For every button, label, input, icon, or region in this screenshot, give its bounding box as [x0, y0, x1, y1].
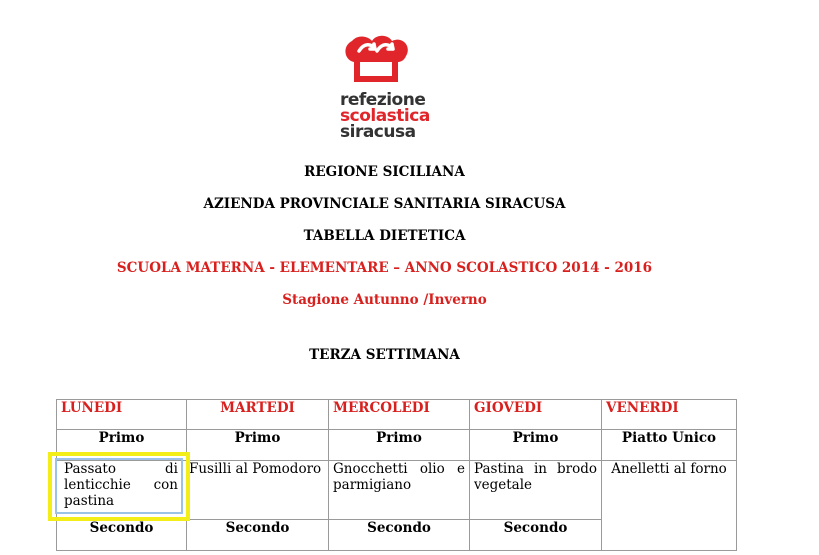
day-thursday: GIOVEDI: [470, 400, 602, 430]
dish-thursday: Pastina in brodo vegetale: [470, 461, 602, 520]
day-wednesday: MERCOLEDI: [329, 400, 470, 430]
second-course-label: Secondo: [57, 520, 187, 551]
logo-wordmark: [340, 92, 430, 140]
second-course-label: Secondo: [470, 520, 602, 551]
heading-region: REGIONE SICILIANA: [304, 164, 465, 180]
chef-hat-icon: [340, 32, 412, 90]
first-course-row: [57, 430, 737, 461]
day-friday: VENERDI: [602, 400, 737, 430]
dish-friday: Anelletti al forno: [602, 461, 737, 551]
second-course-label: Secondo: [329, 520, 470, 551]
logo-line-3: siracusa: [340, 122, 416, 142]
course-label: Primo: [470, 430, 602, 461]
second-course-label: Secondo: [187, 520, 329, 551]
menu-table: [56, 399, 737, 551]
dish-wednesday: Gnocchetti olio e parmigiano: [329, 461, 470, 520]
logo-line-2: scolastica: [340, 106, 430, 126]
days-row: [57, 400, 737, 430]
heading-agency: AZIENDA PROVINCIALE SANITARIA SIRACUSA: [203, 196, 566, 212]
course-label: Primo: [57, 430, 187, 461]
day-tuesday: MARTEDI: [187, 400, 329, 430]
dishes-row: [57, 461, 737, 520]
heading-school: SCUOLA MATERNA - ELEMENTARE – ANNO SCOLASTICO 2014 - 2016: [116, 260, 653, 276]
heading-season: Stagione Autunno /Inverno: [282, 292, 487, 308]
dish-monday[interactable]: Passato di lenticchie con pastina: [57, 461, 187, 520]
logo-line-1: refezione: [340, 90, 426, 110]
course-label: Primo: [187, 430, 329, 461]
logo: [336, 32, 436, 144]
heading-week: TERZA SETTIMANA: [309, 347, 460, 363]
dish-tuesday: Fusilli al Pomodoro: [187, 461, 329, 520]
day-monday: LUNEDI: [57, 400, 187, 430]
course-label: Piatto Unico: [602, 430, 737, 461]
heading-table: TABELLA DIETETICA: [303, 228, 466, 244]
course-label: Primo: [329, 430, 470, 461]
